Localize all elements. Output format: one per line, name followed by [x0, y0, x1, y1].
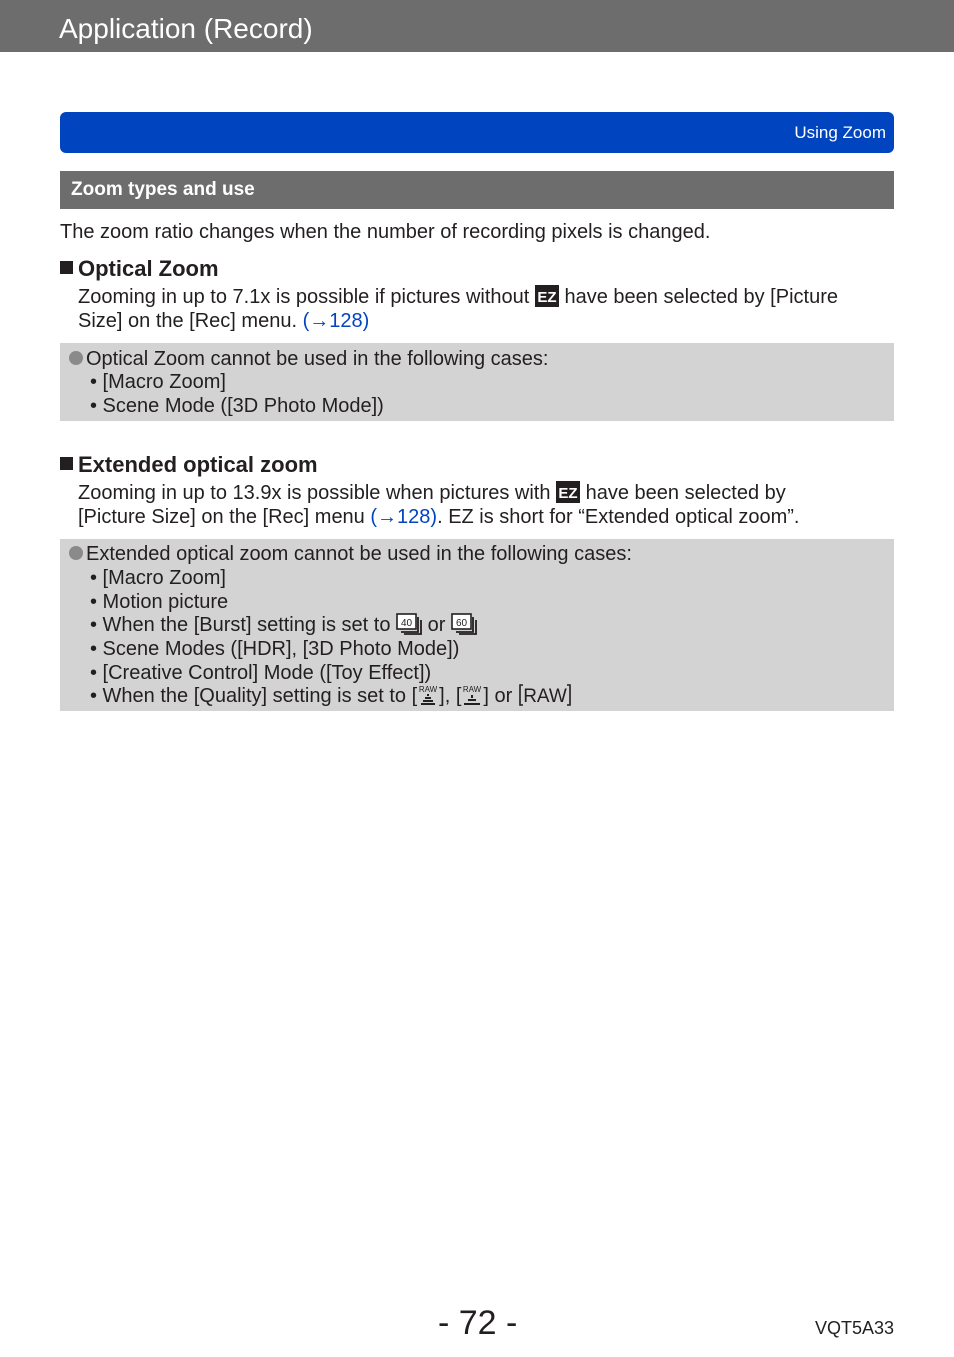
raw-fine-quality-icon	[417, 684, 439, 706]
section-label[interactable]: Using Zoom	[794, 123, 886, 142]
list-item: • Motion picture	[90, 591, 229, 613]
extended-note-title: Extended optical zoom cannot be used in the following cases:	[69, 542, 632, 566]
list-item: • Scene Mode ([3D Photo Mode])	[90, 395, 384, 417]
ez-icon	[535, 285, 559, 307]
ez-icon	[556, 481, 580, 503]
page-link-128[interactable]: (→128)	[302, 310, 370, 332]
list-item: • [Macro Zoom]	[90, 567, 226, 589]
optical-zoom-note-box	[60, 343, 894, 421]
section-banner	[60, 112, 894, 153]
optical-zoom-desc-line1: Zooming in up to 7.1x is possible if pictures without EZ have been selected by [Picture	[78, 286, 838, 308]
top-header-bar	[0, 0, 954, 52]
extended-zoom-note-box	[60, 539, 894, 711]
svg-text:EZ: EZ	[537, 289, 557, 306]
list-item: • When the [Burst] setting is set to 40 or 60	[90, 613, 477, 637]
svg-text:60: 60	[455, 618, 468, 629]
sub-header-label: Zoom types and use	[71, 179, 255, 200]
burst-60-icon	[451, 613, 477, 635]
optical-note-title: Optical Zoom cannot be used in the following cases:	[69, 347, 548, 371]
page-link-128[interactable]: (→128)	[370, 506, 438, 528]
sub-header	[60, 171, 894, 209]
list-item: • [Macro Zoom]	[90, 371, 226, 393]
raw-quality-icon	[518, 684, 572, 706]
list-item: • [Creative Control] Mode ([Toy Effect])	[90, 662, 432, 684]
page-number: - 72 -	[438, 1304, 518, 1342]
svg-text:40: 40	[400, 618, 413, 629]
bullet-dot-icon	[69, 546, 83, 560]
svg-text:RAW: RAW	[463, 685, 482, 694]
bullet-dot-icon	[69, 351, 83, 365]
optical-zoom-heading: Optical Zoom	[60, 256, 219, 282]
raw-standard-quality-icon	[461, 684, 483, 706]
list-item: • Scene Modes ([HDR], [3D Photo Mode])	[90, 638, 460, 660]
list-item: • When the [Quality] setting is set to [ RAW ], [ RAW ] or RAW	[90, 684, 572, 708]
intro-text: The zoom ratio changes when the number of recording pixels is changed.	[60, 221, 711, 243]
model-code: VQT5A33	[814, 1318, 894, 1338]
extended-zoom-heading: Extended optical zoom	[60, 452, 318, 478]
square-bullet-icon	[60, 457, 73, 470]
burst-40-icon	[396, 613, 422, 635]
svg-text:EZ: EZ	[558, 485, 578, 502]
square-bullet-icon	[60, 261, 73, 274]
optical-zoom-desc-line2: Size] on the [Rec] menu. (→128)	[78, 310, 370, 332]
svg-text:RAW: RAW	[523, 686, 567, 706]
extended-zoom-desc-line1: Zooming in up to 13.9x is possible when pictures with EZ have been selected by	[78, 482, 786, 504]
extended-zoom-desc-line2: [Picture Size] on the [Rec] menu (→128). EZ is short for “Extended optical zoom”.	[78, 506, 800, 528]
svg-text:RAW: RAW	[418, 685, 438, 694]
chapter-title: Application (Record)	[59, 13, 313, 44]
